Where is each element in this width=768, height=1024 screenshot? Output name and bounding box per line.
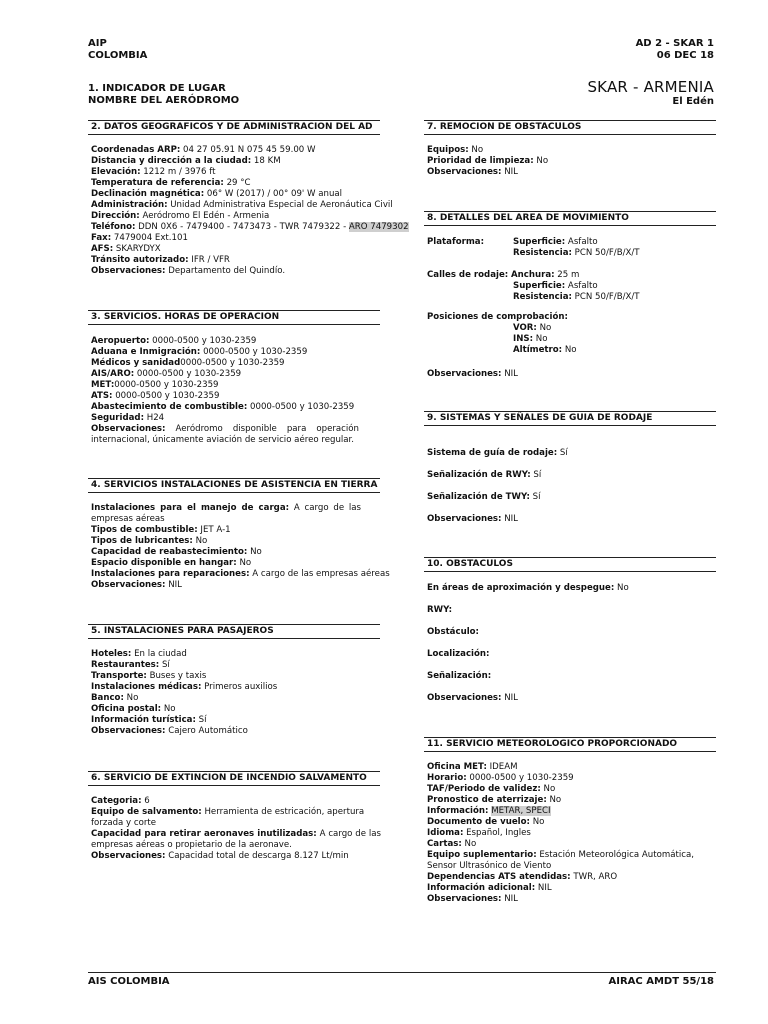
- value: No: [533, 156, 549, 166]
- label: AFS:: [91, 244, 114, 254]
- value: No: [468, 145, 484, 155]
- label: Instalaciones para el manejo de carga:: [91, 503, 290, 513]
- label: Seguridad:: [91, 413, 145, 423]
- label: Teléfono:: [91, 222, 136, 232]
- section-4-body: [91, 503, 390, 591]
- label: Observaciones:: [91, 580, 166, 590]
- value: En la ciudad: [131, 649, 187, 659]
- section-8-rule-top: [424, 211, 716, 212]
- value: Capacidad total de descarga 8.127 Lt/min: [165, 851, 349, 861]
- value: A cargo de las empresas aéreas: [249, 569, 390, 579]
- value: Sí: [530, 470, 542, 480]
- label: Espacio disponible en hangar:: [91, 558, 237, 568]
- section-6-rule-top: [88, 771, 380, 772]
- header-date: 06 DEC 18: [656, 50, 714, 61]
- value: 04 27 05.91 N 075 45 59.00 W: [180, 145, 316, 155]
- value: No: [123, 693, 139, 703]
- obstacle-location: [427, 649, 489, 660]
- footer-right: AIRAC AMDT 55/18: [608, 976, 714, 987]
- header-right: [636, 38, 714, 62]
- value: Departamento del Quindío.: [165, 266, 286, 276]
- section-2-rule-top: [88, 120, 380, 121]
- rwy-marking: [427, 470, 541, 481]
- label: Oficina postal:: [91, 704, 162, 714]
- value: A cargo de las empresas aéreas o propietario de la aeronave.: [91, 829, 382, 850]
- value: 0000-0500 y 1030-2359: [247, 402, 355, 412]
- label: Restaurantes:: [91, 660, 160, 670]
- label: Aduana e Inmigración:: [91, 347, 201, 357]
- value: No: [533, 334, 548, 344]
- label: Tránsito autorizado:: [91, 255, 189, 265]
- label: VOR:: [513, 323, 537, 333]
- label: Observaciones:: [427, 894, 502, 904]
- aerodrome-code: SKAR - ARMENIA: [587, 78, 714, 96]
- section-9-rule-bottom: [424, 425, 716, 426]
- value: Herramienta de estricación, apertura forzada y corte: [91, 807, 365, 828]
- label: Banco:: [91, 693, 124, 703]
- label: Capacidad de reabastecimiento:: [91, 547, 248, 557]
- label: Instalaciones médicas:: [91, 682, 202, 692]
- value: Asfalto: [565, 281, 598, 291]
- section-2-title: 2. DATOS GEOGRAFICOS Y DE ADMINISTRACION DEL AD: [91, 122, 373, 132]
- value: No: [192, 536, 208, 546]
- value: Sí: [195, 715, 207, 725]
- value: NIL: [501, 894, 518, 904]
- label: Observaciones:: [91, 851, 166, 861]
- label: Equipo de salvamento:: [91, 807, 202, 817]
- value: H24: [144, 413, 165, 423]
- value: JET A-1: [197, 525, 231, 535]
- label: Hoteles:: [91, 649, 132, 659]
- section-3-rule-top: [88, 310, 380, 311]
- section-7-rule-top: [424, 120, 716, 121]
- section-7-rule-bottom: [424, 134, 716, 135]
- label: Capacidad para retirar aeronaves inutilizadas:: [91, 829, 317, 839]
- label: Información adicional:: [427, 883, 536, 893]
- label: Tipos de lubricantes:: [91, 536, 193, 546]
- value: SKARYDYX: [113, 244, 161, 254]
- section-3-rule-bottom: [88, 324, 380, 325]
- label: Instalaciones para reparaciones:: [91, 569, 250, 579]
- label: Superficie:: [513, 281, 566, 291]
- label: Abastecimiento de combustible:: [91, 402, 248, 412]
- section-7-body: [427, 145, 717, 178]
- section-10-title: 10. OBSTACULOS: [427, 559, 513, 569]
- section-4-title: 4. SERVICIOS INSTALACIONES DE ASISTENCIA EN TIERRA: [91, 480, 378, 490]
- value: NIL: [501, 167, 518, 177]
- label: INS:: [513, 334, 534, 344]
- value: Asfalto: [565, 237, 598, 247]
- section-10-remarks: [427, 693, 518, 704]
- aerodrome-name: El Edén: [672, 96, 714, 107]
- value: PCN 50/F/B/X/T: [571, 248, 640, 258]
- section-6-rule-bottom: [88, 785, 380, 786]
- label: Tipos de combustible:: [91, 525, 198, 535]
- value: NIL: [165, 580, 182, 590]
- obstacle-marking: [427, 671, 491, 682]
- label: Equipo suplementario:: [427, 850, 537, 860]
- label: Fax:: [91, 233, 112, 243]
- label: Dirección:: [91, 211, 140, 221]
- section-10-rule-top: [424, 557, 716, 558]
- value: Sí: [557, 448, 568, 458]
- label: Temperatura de referencia:: [91, 178, 224, 188]
- section-5-rule-bottom: [88, 638, 380, 639]
- value: Español, Ingles: [463, 828, 531, 838]
- label: Observaciones:: [427, 693, 502, 703]
- label: Equipos:: [427, 145, 469, 155]
- obstacle-rwy: [427, 605, 452, 616]
- section-9-title: 9. SISTEMAS Y SEÑALES DE GUIA DE RODAJE: [427, 413, 653, 423]
- value: Estación Meteorológica Automática, Sensor Ultrasónico de Viento: [427, 850, 694, 871]
- value: IFR / VFR: [188, 255, 230, 265]
- value: A cargo de las empresas aéreas: [91, 503, 362, 524]
- section-9-remarks: [427, 514, 518, 525]
- label: Señalización:: [427, 671, 492, 681]
- section-5-title: 5. INSTALACIONES PARA PASAJEROS: [91, 626, 274, 636]
- label: Observaciones:: [91, 726, 166, 736]
- section-11-rule-bottom: [424, 751, 716, 752]
- label: Médicos y sanidad: [91, 358, 181, 368]
- label: Plataforma:: [427, 237, 485, 247]
- label: Distancia y dirección a la ciudad:: [91, 156, 252, 166]
- label: Resistencia:: [513, 292, 572, 302]
- section-10-rule-bottom: [424, 571, 716, 572]
- label: Horario:: [427, 773, 467, 783]
- value: No: [614, 583, 629, 593]
- value: Primeros auxilios: [201, 682, 278, 692]
- section-4-rule-top: [88, 478, 380, 479]
- value: NIL: [501, 369, 518, 379]
- highlighted-value: ARO 7479302: [348, 222, 409, 232]
- value: Cajero Automático: [165, 726, 248, 736]
- value: No: [247, 547, 262, 557]
- label: Localización:: [427, 649, 490, 659]
- label: Información:: [427, 806, 489, 816]
- section-4-rule-bottom: [88, 492, 380, 493]
- section-11-body: [427, 762, 709, 905]
- header-left: [88, 38, 147, 62]
- value: No: [529, 817, 545, 827]
- label: Pronostico de aterrizaje:: [427, 795, 547, 805]
- footer-left: AIS COLOMBIA: [88, 976, 170, 987]
- section-3-body: [91, 336, 359, 446]
- value: NIL: [501, 693, 518, 703]
- section-9-rule-top: [424, 411, 716, 412]
- value: NIL: [501, 514, 518, 524]
- label: RWY:: [427, 605, 453, 615]
- label: TAF/Periodo de validez:: [427, 784, 541, 794]
- value: 7479004 Ext.101: [111, 233, 188, 243]
- label: Prioridad de limpieza:: [427, 156, 534, 166]
- section-11-rule-top: [424, 737, 716, 738]
- approach-obstacles: [427, 583, 629, 594]
- label: Transporte:: [91, 671, 147, 681]
- section-8-body: [427, 237, 717, 380]
- section-2-body: [91, 145, 409, 277]
- value: 29 °C: [223, 178, 251, 188]
- value: No: [461, 839, 477, 849]
- value: Buses y taxis: [146, 671, 207, 681]
- label: Observaciones:: [427, 167, 502, 177]
- label: Cartas:: [427, 839, 462, 849]
- value: 25 m: [554, 270, 580, 280]
- section-7-title: 7. REMOCION DE OBSTACULOS: [427, 122, 582, 132]
- label: Elevación:: [91, 167, 141, 177]
- label: Información turística:: [91, 715, 196, 725]
- label: Resistencia:: [513, 248, 572, 258]
- label: Señalización de RWY:: [427, 470, 531, 480]
- value: No: [536, 323, 552, 333]
- value: 6: [141, 796, 150, 806]
- label: Aeropuerto:: [91, 336, 150, 346]
- twy-marking: [427, 492, 540, 503]
- label: Observaciones:: [91, 424, 166, 434]
- label: ATS:: [91, 391, 113, 401]
- label: Categoria:: [91, 796, 142, 806]
- label: Altímetro:: [513, 345, 563, 355]
- value: 0000-0500 y 1030-2359: [466, 773, 574, 783]
- value: 06° W (2017) / 00° 09' W anual: [204, 189, 343, 199]
- value: No: [236, 558, 252, 568]
- value: TWR, ARO: [570, 872, 618, 882]
- section-8-rule-bottom: [424, 225, 716, 226]
- label: Idioma:: [427, 828, 464, 838]
- value: No: [562, 345, 577, 355]
- label: Señalización de TWY:: [427, 492, 530, 502]
- label: Obstáculo:: [427, 627, 479, 637]
- header-page-id: AD 2 - SKAR 1: [635, 38, 714, 49]
- label: Anchura:: [511, 270, 555, 280]
- label: Superficie:: [513, 237, 566, 247]
- value: 0000-0500 y 1030-2359: [134, 369, 242, 379]
- value: 0000-0500 y 1030-2359: [149, 336, 257, 346]
- label: Oficina MET:: [427, 762, 487, 772]
- section-11-title: 11. SERVICIO METEOROLOGICO PROPORCIONADO: [427, 739, 678, 749]
- label: Sistema de guía de rodaje:: [427, 448, 558, 458]
- value: 1212 m / 3976 ft: [140, 167, 216, 177]
- obstacle-name: [427, 627, 479, 638]
- taxi-guidance-system: [427, 448, 568, 459]
- value: Unidad Administrativa Especial de Aeronáutica Civil: [167, 200, 393, 210]
- label: Declinación magnética:: [91, 189, 205, 199]
- label: MET:: [91, 380, 115, 390]
- label: Administración:: [91, 200, 168, 210]
- value: 0000-0500 y 1030-2359: [114, 380, 219, 390]
- value: 0000-0500 y 1030-2359: [112, 391, 220, 401]
- title-block: [88, 83, 239, 107]
- label: Documento de vuelo:: [427, 817, 530, 827]
- value: NIL: [535, 883, 552, 893]
- value: DDN 0X6 - 7479400 - 7473473 - TWR 7479322 -: [135, 222, 349, 232]
- label: AIS/ARO:: [91, 369, 135, 379]
- value: Sí: [529, 492, 541, 502]
- label: Observaciones:: [91, 266, 166, 276]
- header-aip: AIP: [88, 38, 107, 49]
- label: Dependencias ATS atendidas:: [427, 872, 571, 882]
- title-line2: NOMBRE DEL AERÓDROMO: [88, 95, 240, 106]
- value: No: [546, 795, 562, 805]
- value: Sí: [159, 660, 170, 670]
- section-5-rule-top: [88, 624, 380, 625]
- value: Aeródromo disponible para operación internacional, únicamente aviación de servicio aéreo regular.: [91, 424, 359, 445]
- value: 0000-0500 y 1030-2359: [200, 347, 308, 357]
- label: Posiciones de comprobación:: [427, 312, 568, 322]
- label: En áreas de aproximación y despegue:: [427, 583, 615, 593]
- footer-rule: [88, 972, 716, 973]
- value: PCN 50/F/B/X/T: [571, 292, 640, 302]
- value: 18 KM: [251, 156, 281, 166]
- highlighted-value: METAR, SPECI: [491, 806, 551, 816]
- value: No: [540, 784, 556, 794]
- label: Coordenadas ARP:: [91, 145, 181, 155]
- aerodrome-id: [587, 78, 714, 108]
- section-5-body: [91, 649, 361, 737]
- section-2-rule-bottom: [88, 134, 380, 135]
- label: Observaciones:: [427, 514, 502, 524]
- title-line1: 1. INDICADOR DE LUGAR: [88, 83, 226, 94]
- value: Aeródromo El Edén - Armenia: [139, 211, 270, 221]
- label: Calles de rodaje:: [427, 270, 509, 280]
- value: IDEAM: [486, 762, 518, 772]
- header-country: COLOMBIA: [88, 50, 148, 61]
- section-6-body: [91, 796, 381, 862]
- label: Observaciones:: [427, 369, 502, 379]
- value: No: [161, 704, 176, 714]
- section-8-title: 8. DETALLES DEL AREA DE MOVIMIENTO: [427, 213, 629, 223]
- section-6-title: 6. SERVICIO DE EXTINCION DE INCENDIO SALVAMENTO: [91, 773, 367, 783]
- value: 0000-0500 y 1030-2359: [180, 358, 285, 368]
- section-3-title: 3. SERVICIOS. HORAS DE OPERACION: [91, 312, 280, 322]
